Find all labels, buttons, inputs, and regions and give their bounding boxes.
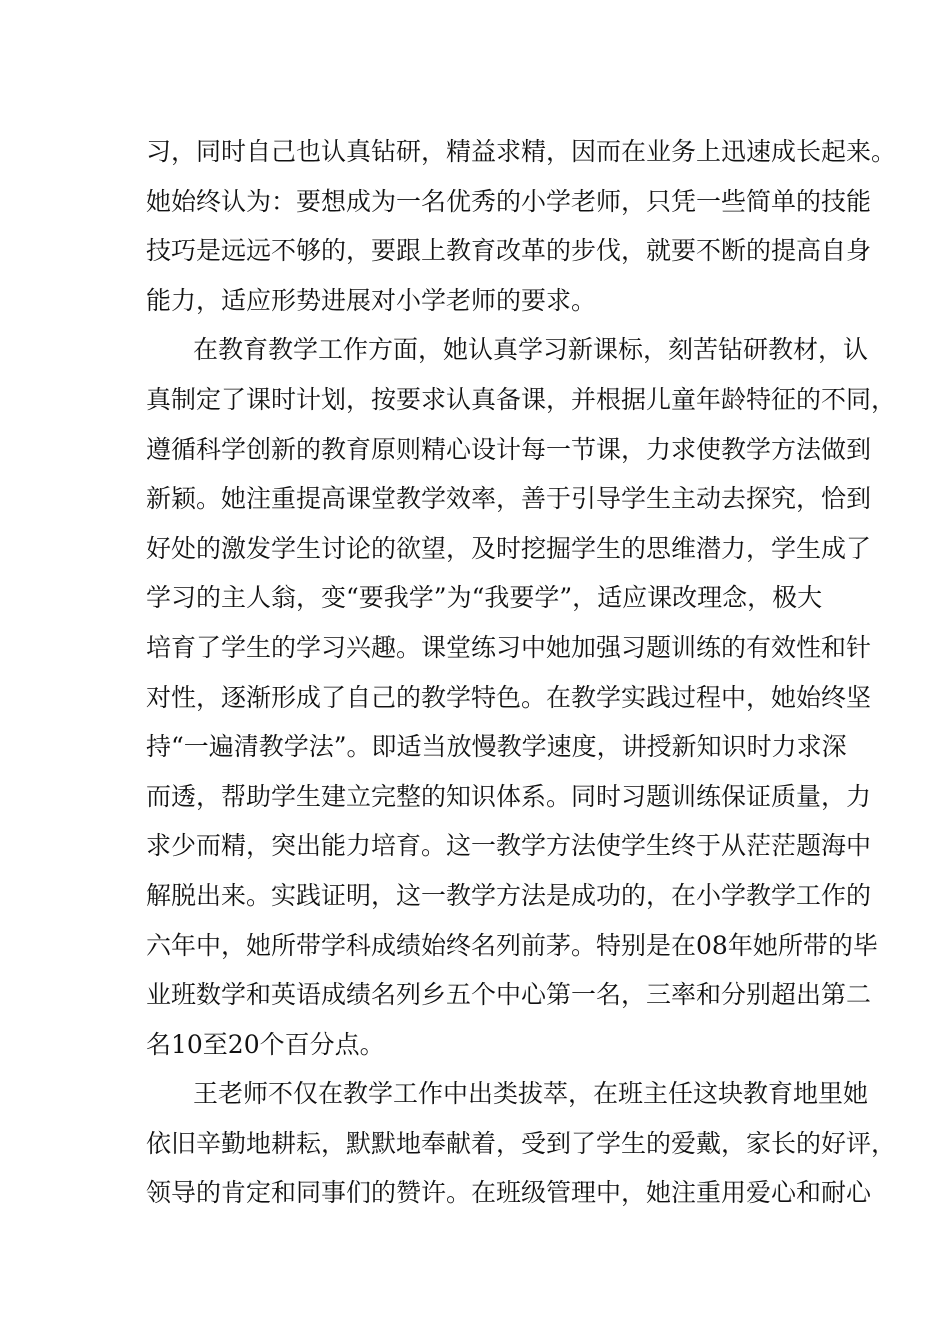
text-line: 她始终认为：要想成为一名优秀的小学老师，只凭一些简单的技能	[146, 186, 872, 216]
text-line: 习，同时自己也认真钻研，精益求精，因而在业务上迅速成长起来。	[146, 137, 897, 166]
text-line: 在教育教学工作方面，她认真学习新课标，刻苦钻研教材，认	[193, 335, 869, 365]
text-line: 好处的激发学生讨论的欲望，及时挖掘学生的思维潜力，学生成了	[146, 533, 872, 563]
text-line: 对性，逐渐形成了自己的教学特色。在教学实践过程中，她始终坚	[146, 682, 872, 712]
text-line: 学习的主人翁，变“要我学”为“我要学”，适应课改理念，极大	[146, 583, 823, 613]
document-page	[146, 127, 897, 1218]
text-line: 求少而精，突出能力培育。这一教学方法使学生终于从茫茫题海中	[146, 831, 872, 861]
paragraph-3	[146, 1069, 897, 1218]
text-line: 遵循科学创新的教育原则精心设计每一节课，力求使教学方法做到	[146, 434, 872, 464]
text-line: 名10至20个百分点。	[146, 1029, 385, 1059]
text-line: 培育了学生的学习兴趣。课堂练习中她加强习题训练的有效性和针	[146, 632, 872, 662]
paragraph-2	[146, 325, 897, 1069]
text-line: 新颖。她注重提高课堂教学效率，善于引导学生主动去探究，恰到	[146, 484, 872, 514]
text-line: 能力，适应形势进展对小学老师的要求。	[146, 285, 597, 315]
text-line: 真制定了课时计划，按要求认真备课，并根据儿童年龄特征的不同，	[146, 384, 897, 414]
text-line: 持“一遍清教学法”。即适当放慢教学速度，讲授新知识时力求深	[146, 732, 847, 762]
paragraph-1	[146, 127, 897, 325]
text-line: 依旧辛勤地耕耘，默默地奉献着，受到了学生的爱戴，家长的好评，	[146, 1128, 897, 1158]
text-line: 领导的肯定和同事们的赞许。在班级管理中，她注重用爱心和耐心	[146, 1178, 872, 1208]
text-line: 技巧是远远不够的，要跟上教育改革的步伐，就要不断的提高自身	[146, 236, 872, 266]
text-line: 而透，帮助学生建立完整的知识体系。同时习题训练保证质量，力	[146, 781, 872, 811]
text-line: 王老师不仅在教学工作中出类拔萃，在班主任这块教育地里她	[193, 1079, 869, 1109]
text-line: 解脱出来。实践证明，这一教学方法是成功的，在小学教学工作的	[146, 880, 872, 910]
text-line: 六年中，她所带学科成绩始终名列前茅。特别是在08年她所带的毕	[146, 930, 878, 960]
text-line: 业班数学和英语成绩名列乡五个中心第一名，三率和分别超出第二	[146, 980, 872, 1010]
